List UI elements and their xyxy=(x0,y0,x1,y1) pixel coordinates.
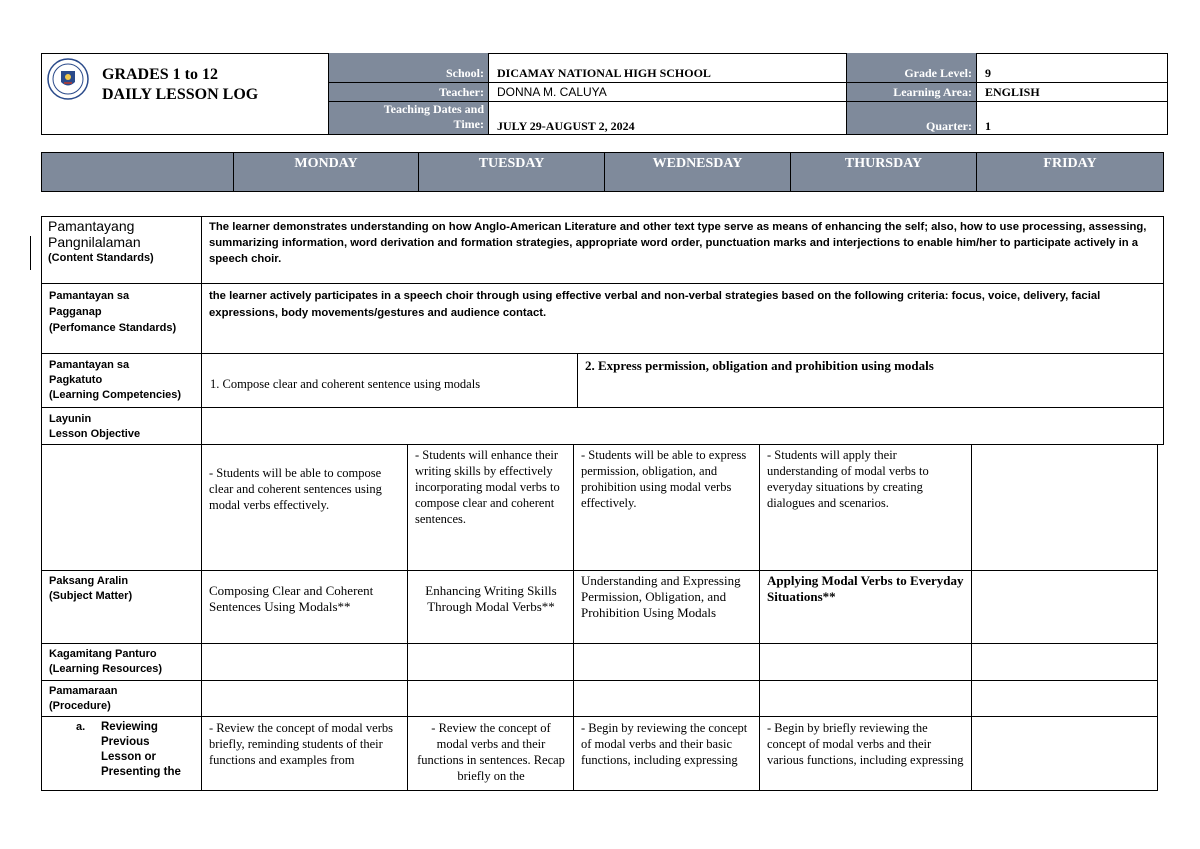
resources-label: Kagamitang Panturo (Learning Resources) xyxy=(49,648,163,675)
objective-thursday: - Students will apply their understanding of modal verbs to everyday situations by creating dialogues and scenarios. xyxy=(767,448,929,510)
review-thursday: - Begin by briefly reviewing the concept of modal verbs and their various functions, including expressing xyxy=(767,721,964,767)
dates-value: JULY 29-AUGUST 2, 2024 xyxy=(497,119,635,133)
grade-label: Grade Level: xyxy=(847,64,976,82)
quarter-value: 1 xyxy=(985,119,991,133)
log-title-line2: DAILY LESSON LOG xyxy=(102,86,259,103)
area-label: Learning Area: xyxy=(847,83,976,101)
review-monday: - Review the concept of modal verbs briefly, reminding students of their functions and examples from xyxy=(209,721,393,767)
subject-thursday: Applying Modal Verbs to Everyday Situations** xyxy=(767,573,964,604)
competency-1: 1. Compose clear and coherent sentence using modals xyxy=(210,377,481,391)
teacher-value: DONNA M. CALUYA xyxy=(497,85,607,99)
objective-wednesday: - Students will be able to express permission, obligation, and prohibition using modal verbs effectively. xyxy=(581,448,747,510)
day-thursday: THURSDAY xyxy=(790,153,976,191)
performance-standards-text: the learner actively participates in a speech choir through using effective verbal and non-verbal strategies based on the following criteria: focus, voice, delivery, facial expressions, body movements/gestures and audience contact. xyxy=(209,290,1101,319)
teacher-label: Teacher: xyxy=(329,83,488,101)
subject-monday: Composing Clear and Coherent Sentences Using Modals** xyxy=(209,583,374,614)
grade-value: 9 xyxy=(985,66,991,80)
day-monday: MONDAY xyxy=(233,153,418,191)
review-wednesday: - Begin by reviewing the concept of modal verbs and their basic functions, including expressing xyxy=(581,721,748,767)
subject-tuesday: Enhancing Writing Skills Through Modal Verbs** xyxy=(425,583,557,614)
deped-seal-icon xyxy=(47,58,89,100)
day-tuesday: TUESDAY xyxy=(418,153,604,191)
school-value: DICAMAY NATIONAL HIGH SCHOOL xyxy=(497,66,711,80)
objective-monday: - Students will be able to compose clear and coherent sentences using modal verbs effectively. xyxy=(209,466,382,512)
subject-wednesday: Understanding and Expressing Permission, Obligation, and Prohibition Using Modals xyxy=(581,573,741,620)
day-friday: FRIDAY xyxy=(976,153,1163,191)
dates-label: Teaching Dates and Time: xyxy=(329,102,488,134)
competency-2: 2. Express permission, obligation and prohibition using modals xyxy=(585,358,934,373)
objective-label: Layunin Lesson Objective xyxy=(49,413,141,440)
review-marker: a. xyxy=(76,721,86,733)
review-label: Reviewing Previous Lesson or Presenting the xyxy=(101,721,181,778)
area-value: ENGLISH xyxy=(985,85,1040,99)
days-header xyxy=(41,152,1164,192)
content-standards-label: Pamantayang Pangnilalaman (Content Standards) xyxy=(48,218,154,264)
log-title-line1: GRADES 1 to 12 xyxy=(102,66,219,83)
school-label: School: xyxy=(329,64,488,82)
procedure-label: Pamamaraan (Procedure) xyxy=(49,685,118,712)
quarter-label: Quarter: xyxy=(847,102,976,134)
day-wednesday: WEDNESDAY xyxy=(604,153,790,191)
performance-standards-label: Pamantayan sa Pagganap (Perfomance Standards) xyxy=(49,290,177,334)
objective-tuesday: - Students will enhance their writing skills by effectively incorporating modal verbs to compose clear and coherent sentences. xyxy=(415,448,560,526)
review-tuesday: - Review the concept of modal verbs and their functions in sentences. Recap briefly on the xyxy=(417,721,565,783)
content-standards-text: The learner demonstrates understanding on how Anglo-American Literature and other text type serve as means of enhancing the self; also, how to use processing, assessing, summarizing information, word derivation and formation strategies, appropriate word order, punctuation marks and interjections to enable him/her to participate actively in a speech choir. xyxy=(209,221,1147,265)
subject-matter-label: Paksang Aralin (Subject Matter) xyxy=(49,575,133,602)
competencies-label: Pamantayan sa Pagkatuto (Learning Competencies) xyxy=(49,359,182,401)
